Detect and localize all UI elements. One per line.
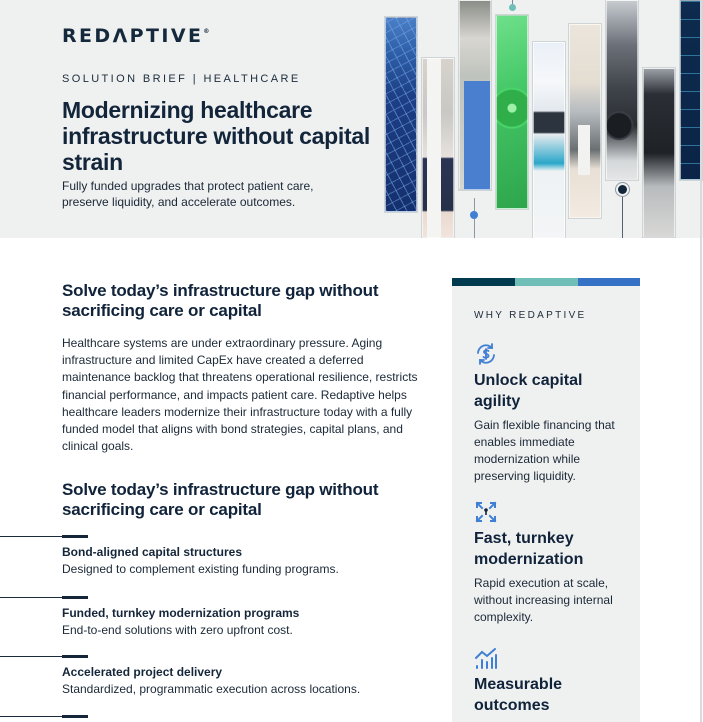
feature-desc: Standardized, programmatic execution across locations. [62,682,361,696]
sidebar-eyebrow: WHY REDAPTIVE [474,310,587,321]
sidebar-item-desc: Rapid execution at scale, without increasing internal complexity. [474,576,613,624]
divider-rule [0,536,62,537]
divider-rule [0,597,62,598]
growth-chart-icon [474,646,498,670]
hospital-lab-image [533,42,565,238]
feature-desc: Designed to complement existing funding programs. [62,562,339,576]
hero-subtitle: Fully funded upgrades that protect patient care, preserve liquidity, and accelerate outcomes. [62,179,314,209]
dark-dot-decoration [618,185,627,194]
color-bar-teal [515,278,578,286]
intro-body: Healthcare systems are under extraordinary pressure. Aging infrastructure and limited CapEx have created a deferred maintenance backlog that threatens operational resilience, restricts financial performance, and impacts patient care. Redaptive helps healthcare leaders modernize their infrastructure today with a fully funded model that aligns with bond strategies, capital plans, and clinical goals. [62,336,418,454]
dollar-cycle-icon [474,342,498,366]
page-title: Modernizing healthcare infrastructure without capital strain [62,97,370,175]
doctor-walking-image [422,58,454,238]
feature-title: Accelerated project delivery [62,665,223,679]
sidebar-item-title: Measurable outcomes [474,676,563,714]
divider-rule [0,716,62,717]
electric-motor-image [643,68,675,238]
hero-banner [0,0,703,238]
color-bar-navy [452,278,515,286]
divider-accent [62,596,88,599]
why-redaptive-sidebar [452,278,640,722]
nurse-in-scrubs-image [459,0,491,190]
solar-panels-image [385,17,417,212]
hospital-hallway-image [569,24,601,218]
logo-text: REDΛPTIVE [62,25,204,47]
teal-dot-decoration [509,4,516,11]
divider-accent [62,715,88,718]
trademark-mark: ® [203,27,210,35]
feature-title: Bond-aligned capital structures [62,545,243,559]
feature-desc: End-to-end solutions with zero upfront cost. [62,623,293,637]
divider-rule [0,656,62,657]
expand-arrows-icon [474,500,498,524]
sidebar-item-title: Fast, turnkey modernization [474,530,584,568]
page-edge-divider [700,0,702,722]
redaptive-logo [62,25,209,47]
color-bar-blue [578,278,640,286]
decorative-line [622,194,623,238]
intro-heading: Solve today’s infrastructure gap without sacrificing care or capital [62,281,379,320]
divider-accent [62,535,88,538]
sidebar-item-desc: Gain flexible financing that enables immediate modernization while preserving liquidity. [474,418,615,483]
divider-accent [62,655,88,658]
sidebar-item [474,500,624,626]
color-bar [452,278,640,286]
industrial-machinery-image [606,0,638,180]
blue-dot-decoration [470,211,478,219]
hero-eyebrow: SOLUTION BRIEF | HEALTHCARE [62,73,301,85]
sidebar-item [474,646,624,716]
blueprint-schematic-image [680,0,702,180]
sidebar-item [474,342,624,485]
feature-title: Funded, turnkey modernization programs [62,606,300,620]
green-hvac-fan-image [496,15,528,209]
sidebar-item-title: Unlock capital agility [474,372,583,410]
features-heading: Solve today’s infrastructure gap without sacrificing care or capital [62,480,379,519]
